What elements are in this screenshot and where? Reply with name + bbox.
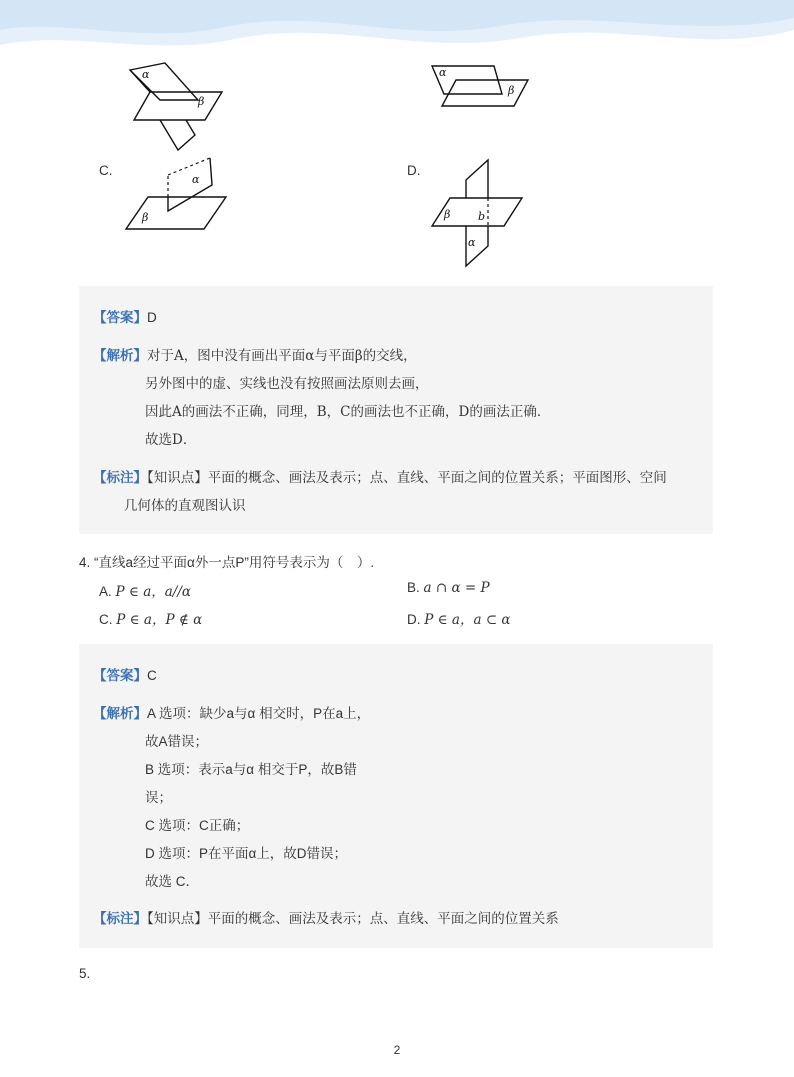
q3-answer-box [79,286,713,534]
option-text: P ∈ a，a ⊂ α [424,612,511,628]
option-text: a ∩ α = P [423,580,490,596]
analysis-line: 另外图中的虚、实线也没有按照画法原则去画， [145,376,429,392]
note-row [93,466,667,486]
label-alpha: α [192,173,200,186]
label-alpha: α [142,68,150,81]
figure-d [430,158,525,270]
option-d [407,608,511,628]
analysis-line: 故选 C． [145,874,199,889]
analysis-line: B 选项：表示a与α 相交于P，故B错 [145,762,357,777]
page-number: 2 [393,1043,401,1057]
answer-row [93,306,157,326]
option-letter: B. [407,580,420,595]
option-b [407,580,490,596]
label-beta: β [142,211,149,224]
option-text: P ∈ a，P ∉ α [116,612,203,628]
label-alpha: α [468,236,476,249]
label-alpha: α [439,66,447,79]
note-tag: 【标注】 [93,470,147,485]
label-beta: β [508,84,515,97]
answer-tag: 【答案】 [93,668,147,683]
option-c [99,608,202,628]
label-b: b [478,210,486,223]
answer-row [93,664,157,684]
answer-tag: 【答案】 [93,310,147,325]
analysis-line: 故A错误； [145,734,209,749]
analysis-line: C 选项：C正确； [145,818,250,833]
option-text: P ∈ a，a//α [115,584,192,600]
analysis-tag: 【解析】 [93,348,147,363]
analysis-line: D 选项：P在平面α上，故D错误； [145,846,348,861]
header-wave-decoration [0,0,794,60]
question-4-stem: 4. “直线a经过平面α外一点P”用符号表示为（ ）. [79,555,375,570]
option-letter: D. [407,612,421,627]
option-letter: A. [99,584,112,599]
analysis-tag: 【解析】 [93,706,147,721]
label-beta: β [198,95,205,108]
label-beta: β [444,208,451,221]
analysis-line: 因此A的画法不正确，同理，B，C的画法也不正确，D的画法正确． [145,404,551,420]
analysis-line: 误； [145,790,172,805]
option-letter: C. [99,612,113,627]
answer-value: D [147,310,157,325]
note-row [93,907,559,927]
answer-value: C [147,668,157,683]
analysis-row [93,702,370,722]
option-a [99,580,191,600]
note-line: 【知识点】平面的概念、画法及表示；点、直线、平面之间的位置关系；平面图形、空间 [147,470,667,485]
note-tag: 【标注】 [93,911,147,926]
note-line: 【知识点】平面的概念、画法及表示；点、直线、平面之间的位置关系 [147,911,559,926]
analysis-row [93,344,417,364]
option-d-label: D. [407,163,421,178]
analysis-line: A 选项：缺少a与α 相交时，P在a上， [147,706,371,721]
analysis-line: 对于A，图中没有画出平面α与平面β的交线， [147,348,417,364]
q4-answer-box [79,644,713,948]
note-line: 几何体的直观图认识 [124,498,246,513]
figure-a [120,60,230,155]
figure-b [428,62,538,112]
figure-c [124,155,229,233]
question-5-number: 5. [79,966,91,981]
analysis-line: 故选D． [145,432,197,448]
option-c-label: C. [99,163,113,178]
